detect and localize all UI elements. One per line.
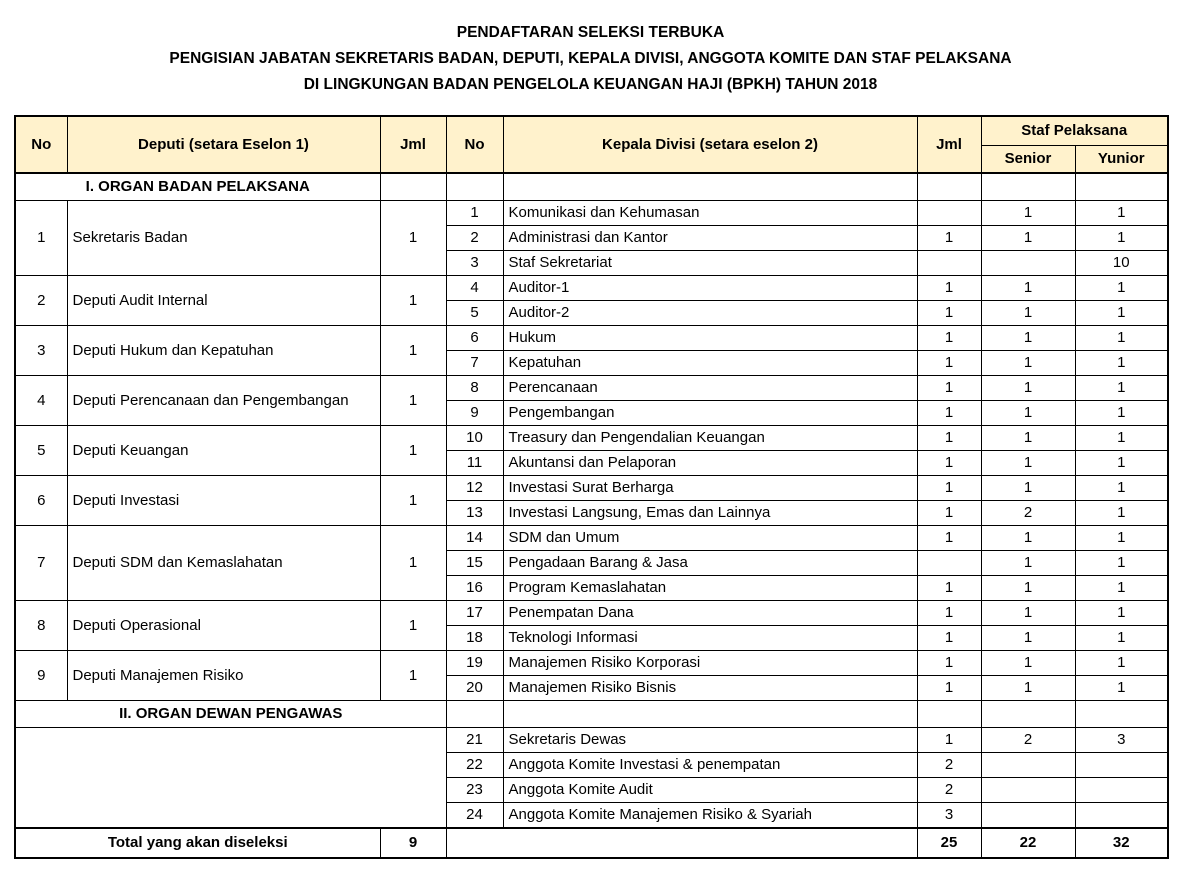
section-row [15,173,1168,201]
table-row [15,728,1168,753]
divisi-name: Pengembangan [503,401,917,426]
divisi-yunior: 1 [1075,351,1168,376]
divisi-jml: 1 [917,576,981,601]
divisi-no: 11 [446,451,503,476]
section-organ-pelaksana: I. ORGAN BADAN PELAKSANA [15,173,380,201]
divisi-yunior: 1 [1075,601,1168,626]
divisi-senior: 1 [981,201,1075,226]
divisi-yunior: 1 [1075,426,1168,451]
deputi-name: Deputi Investasi [67,476,380,526]
divisi-jml [917,551,981,576]
divisi-senior: 1 [981,226,1075,251]
document-title [0,22,1181,100]
deputi-name: Deputi Perencanaan dan Pengembangan [67,376,380,426]
empty-cell [503,173,917,201]
divisi-senior: 2 [981,728,1075,753]
divisi-no: 19 [446,651,503,676]
divisi-senior: 1 [981,551,1075,576]
divisi-jml: 1 [917,376,981,401]
deputi-name: Deputi Manajemen Risiko [67,651,380,701]
divisi-yunior: 3 [1075,728,1168,753]
divisi-no: 14 [446,526,503,551]
header-staf-pelaksana: Staf Pelaksana [981,116,1168,146]
divisi-no: 17 [446,601,503,626]
divisi-yunior: 1 [1075,526,1168,551]
divisi-jml: 1 [917,601,981,626]
total-senior: 22 [981,828,1075,858]
divisi-no: 8 [446,376,503,401]
divisi-senior [981,251,1075,276]
divisi-senior [981,778,1075,803]
total-divisi-jml: 25 [917,828,981,858]
deputi-no: 7 [15,526,67,601]
empty-cell [380,173,446,201]
divisi-name: Anggota Komite Audit [503,778,917,803]
divisi-jml: 1 [917,401,981,426]
divisi-yunior [1075,778,1168,803]
divisi-yunior: 1 [1075,376,1168,401]
empty-cell [446,828,917,858]
divisi-jml: 1 [917,451,981,476]
deputi-no: 4 [15,376,67,426]
divisi-jml: 1 [917,326,981,351]
header-yunior: Yunior [1075,146,1168,174]
deputi-name: Sekretaris Badan [67,201,380,276]
divisi-name: Anggota Komite Investasi & penempatan [503,753,917,778]
divisi-senior: 1 [981,651,1075,676]
title-line-1: PENDAFTARAN SELEKSI TERBUKA [456,24,725,41]
divisi-name: Hukum [503,326,917,351]
divisi-senior: 1 [981,626,1075,651]
divisi-no: 20 [446,676,503,701]
deputi-name: Deputi Operasional [67,601,380,651]
deputi-jml: 1 [380,276,446,326]
divisi-name: Administrasi dan Kantor [503,226,917,251]
divisi-yunior: 1 [1075,451,1168,476]
deputi-jml: 1 [380,651,446,701]
divisi-name: Kepatuhan [503,351,917,376]
empty-cell [917,173,981,201]
empty-cell [503,701,917,728]
deputi-jml: 1 [380,476,446,526]
deputi-no: 6 [15,476,67,526]
section-row [15,701,1168,728]
empty-deputi-block [15,728,446,829]
divisi-yunior: 1 [1075,551,1168,576]
divisi-yunior [1075,753,1168,778]
divisi-no: 15 [446,551,503,576]
deputi-no: 3 [15,326,67,376]
table-row [15,601,1168,626]
divisi-senior: 1 [981,376,1075,401]
empty-cell [446,701,503,728]
divisi-senior: 1 [981,526,1075,551]
divisi-no: 12 [446,476,503,501]
total-row [15,828,1168,858]
deputi-name: Deputi Keuangan [67,426,380,476]
divisi-jml: 1 [917,651,981,676]
divisi-name: Sekretaris Dewas [503,728,917,753]
table-row [15,201,1168,226]
empty-cell [917,701,981,728]
divisi-no: 10 [446,426,503,451]
divisi-no: 1 [446,201,503,226]
divisi-senior [981,753,1075,778]
empty-cell [981,173,1075,201]
divisi-name: Investasi Langsung, Emas dan Lainnya [503,501,917,526]
divisi-name: Auditor-1 [503,276,917,301]
divisi-yunior [1075,803,1168,829]
header-senior: Senior [981,146,1075,174]
divisi-senior: 1 [981,301,1075,326]
header-jml-divisi: Jml [917,116,981,173]
divisi-senior: 1 [981,276,1075,301]
divisi-senior: 1 [981,401,1075,426]
divisi-senior: 1 [981,676,1075,701]
deputi-name: Deputi Hukum dan Kepatuhan [67,326,380,376]
divisi-jml [917,251,981,276]
divisi-yunior: 1 [1075,676,1168,701]
divisi-name: Teknologi Informasi [503,626,917,651]
total-deputi-jml: 9 [380,828,446,858]
header-no: No [15,116,67,173]
divisi-senior: 1 [981,426,1075,451]
title-line-3: DI LINGKUNGAN BADAN PENGELOLA KEUANGAN HAJI (BPKH) TAHUN 2018 [303,76,878,93]
divisi-senior: 1 [981,576,1075,601]
divisi-senior: 1 [981,451,1075,476]
divisi-name: Manajemen Risiko Bisnis [503,676,917,701]
divisi-name: Treasury dan Pengendalian Keuangan [503,426,917,451]
divisi-no: 4 [446,276,503,301]
divisi-yunior: 1 [1075,201,1168,226]
divisi-jml: 1 [917,276,981,301]
divisi-senior: 1 [981,351,1075,376]
empty-cell [446,173,503,201]
deputi-name: Deputi SDM dan Kemaslahatan [67,526,380,601]
divisi-yunior: 1 [1075,226,1168,251]
table-row [15,476,1168,501]
divisi-no: 21 [446,728,503,753]
divisi-yunior: 1 [1075,401,1168,426]
divisi-yunior: 1 [1075,626,1168,651]
divisi-jml: 3 [917,803,981,829]
empty-cell [981,701,1075,728]
header-jml: Jml [380,116,446,173]
table-header [15,116,1168,173]
divisi-yunior: 1 [1075,576,1168,601]
divisi-jml: 1 [917,351,981,376]
table-row [15,326,1168,351]
empty-cell [1075,701,1168,728]
deputi-jml: 1 [380,326,446,376]
selection-table [14,115,1169,859]
deputi-jml: 1 [380,376,446,426]
divisi-no: 9 [446,401,503,426]
divisi-no: 22 [446,753,503,778]
divisi-name: Anggota Komite Manajemen Risiko & Syariah [503,803,917,829]
deputi-no: 2 [15,276,67,326]
divisi-senior: 1 [981,476,1075,501]
divisi-jml: 1 [917,301,981,326]
divisi-jml: 1 [917,501,981,526]
divisi-yunior: 1 [1075,501,1168,526]
divisi-yunior: 1 [1075,651,1168,676]
table-row [15,651,1168,676]
divisi-jml [917,201,981,226]
deputi-jml: 1 [380,426,446,476]
deputi-jml: 1 [380,201,446,276]
divisi-senior: 1 [981,601,1075,626]
divisi-name: Perencanaan [503,376,917,401]
divisi-no: 2 [446,226,503,251]
divisi-no: 3 [446,251,503,276]
table-row [15,276,1168,301]
divisi-jml: 1 [917,626,981,651]
divisi-jml: 1 [917,226,981,251]
total-yunior: 32 [1075,828,1168,858]
divisi-no: 16 [446,576,503,601]
deputi-jml: 1 [380,601,446,651]
divisi-jml: 2 [917,778,981,803]
divisi-jml: 2 [917,753,981,778]
header-no-divisi: No [446,116,503,173]
divisi-no: 18 [446,626,503,651]
table-row [15,376,1168,401]
header-kepala-divisi: Kepala Divisi (setara eselon 2) [503,116,917,173]
deputi-no: 1 [15,201,67,276]
divisi-no: 5 [446,301,503,326]
header-deputi: Deputi (setara Eselon 1) [67,116,380,173]
divisi-senior: 1 [981,326,1075,351]
divisi-no: 24 [446,803,503,829]
divisi-jml: 1 [917,476,981,501]
divisi-name: Staf Sekretariat [503,251,917,276]
divisi-jml: 1 [917,526,981,551]
total-label: Total yang akan diseleksi [15,828,380,858]
table-row [15,426,1168,451]
divisi-yunior: 1 [1075,326,1168,351]
deputi-no: 9 [15,651,67,701]
deputi-no: 5 [15,426,67,476]
section-organ-pengawas: II. ORGAN DEWAN PENGAWAS [15,701,446,728]
title-line-2: PENGISIAN JABATAN SEKRETARIS BADAN, DEPUTI, KEPALA DIVISI, ANGGOTA KOMITE DAN STAF PELAKSANA [169,50,1012,67]
divisi-name: Pengadaan Barang & Jasa [503,551,917,576]
divisi-name: Penempatan Dana [503,601,917,626]
divisi-name: Investasi Surat Berharga [503,476,917,501]
divisi-name: Akuntansi dan Pelaporan [503,451,917,476]
divisi-yunior: 10 [1075,251,1168,276]
empty-cell [1075,173,1168,201]
deputi-name: Deputi Audit Internal [67,276,380,326]
divisi-jml: 1 [917,426,981,451]
divisi-yunior: 1 [1075,301,1168,326]
deputi-no: 8 [15,601,67,651]
divisi-name: Manajemen Risiko Korporasi [503,651,917,676]
divisi-name: Komunikasi dan Kehumasan [503,201,917,226]
divisi-no: 13 [446,501,503,526]
divisi-no: 23 [446,778,503,803]
divisi-jml: 1 [917,676,981,701]
divisi-name: Program Kemaslahatan [503,576,917,601]
divisi-senior: 2 [981,501,1075,526]
divisi-no: 6 [446,326,503,351]
divisi-yunior: 1 [1075,276,1168,301]
table-row [15,526,1168,551]
divisi-senior [981,803,1075,829]
divisi-no: 7 [446,351,503,376]
divisi-yunior: 1 [1075,476,1168,501]
deputi-jml: 1 [380,526,446,601]
divisi-name: SDM dan Umum [503,526,917,551]
divisi-name: Auditor-2 [503,301,917,326]
divisi-jml: 1 [917,728,981,753]
